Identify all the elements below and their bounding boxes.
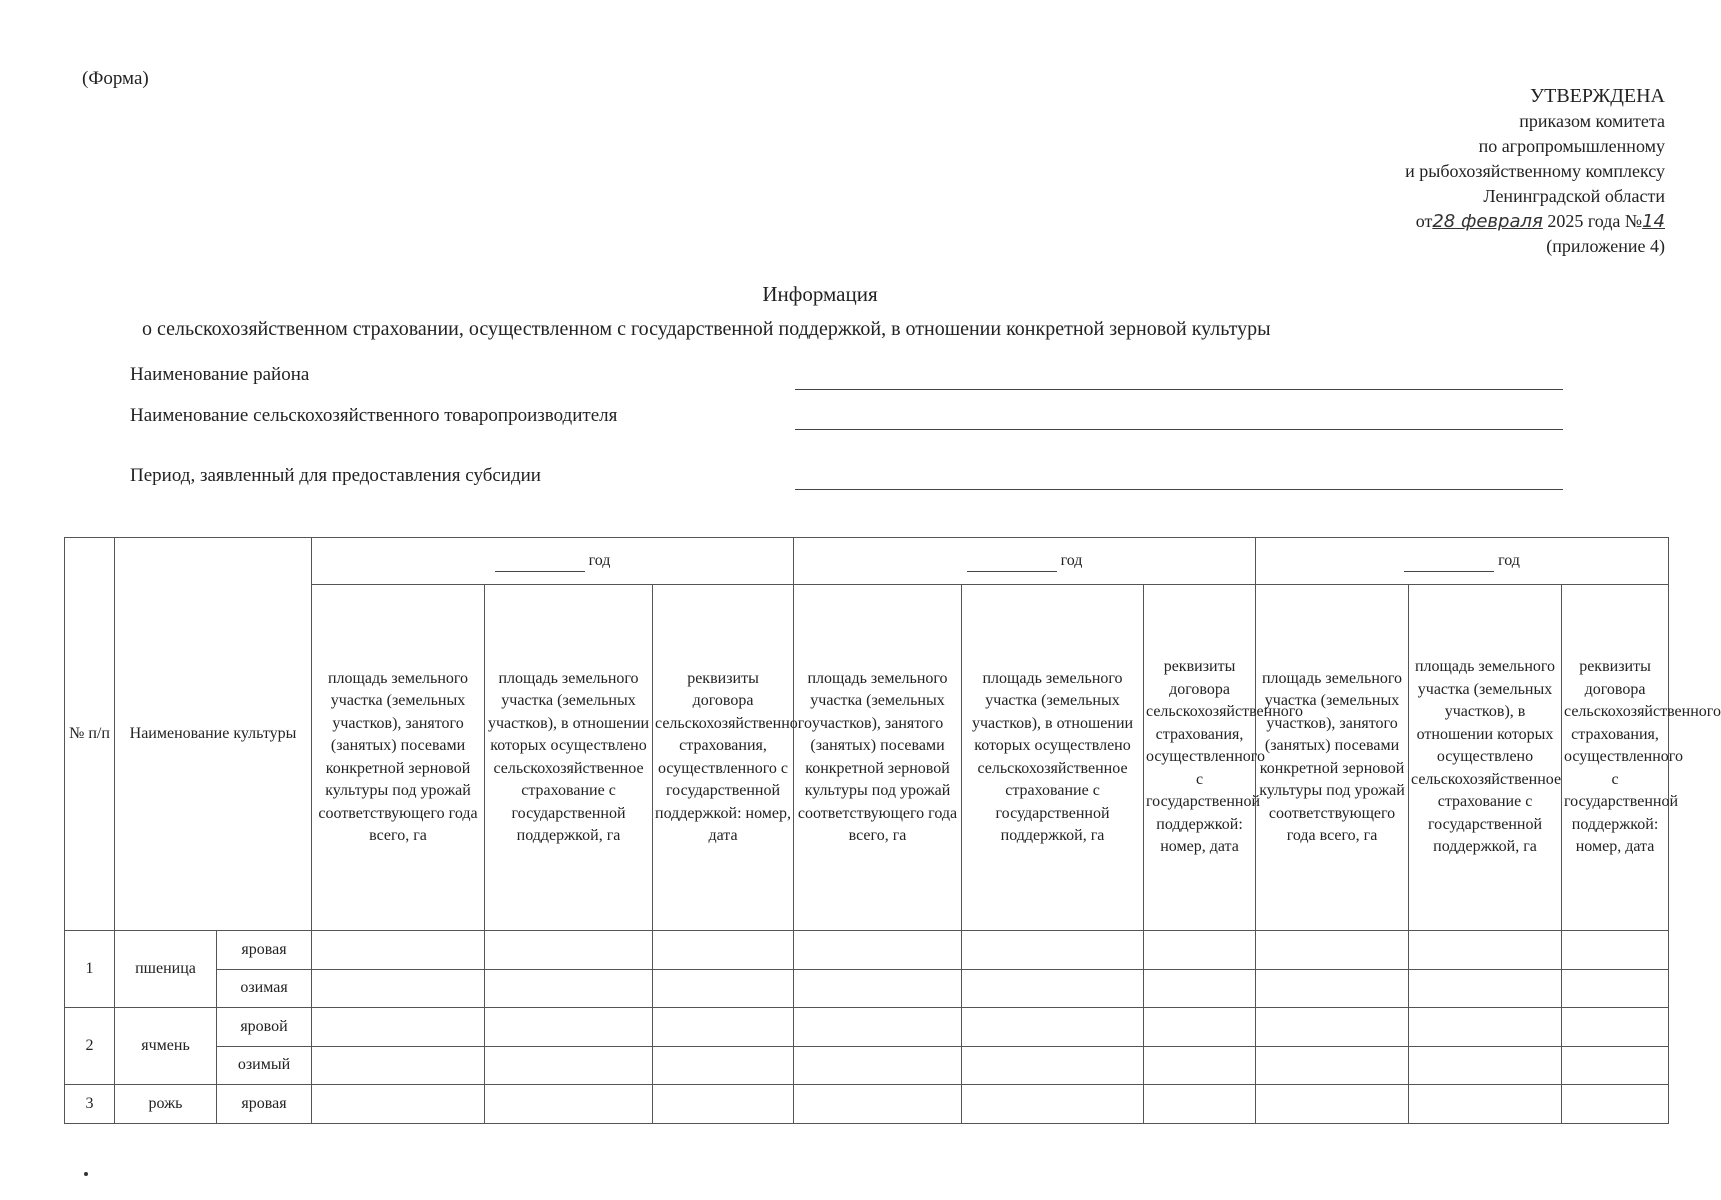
district-label: Наименование района — [130, 364, 310, 385]
document-title: Информация — [762, 282, 878, 306]
data-cell[interactable] — [1562, 969, 1669, 1008]
header-area-insured: площадь земельного участка (земельных участков), в отношении которых осуществлено сельскохозяйственное страхование с государственной поддержкой, га — [1409, 585, 1562, 931]
data-cell[interactable] — [1256, 969, 1409, 1008]
row-num: 2 — [65, 1008, 115, 1085]
data-cell[interactable] — [485, 969, 653, 1008]
header-area-insured: площадь земельного участка (земельных участков), в отношении которых осуществлено сельскохозяйственное страхование с государственной поддержкой, га — [485, 585, 653, 931]
producer-label: Наименование сельскохозяйственного товаропроизводителя — [130, 405, 618, 426]
data-cell[interactable] — [1409, 1085, 1562, 1124]
data-cell[interactable] — [962, 1008, 1144, 1047]
handwritten-date: 28 февраля — [1432, 211, 1543, 232]
table-row — [65, 1008, 1669, 1047]
year-blank[interactable] — [967, 557, 1057, 572]
data-cell[interactable] — [1144, 1085, 1256, 1124]
row-crop: ячмень — [115, 1008, 217, 1085]
data-cell[interactable] — [312, 1008, 485, 1047]
table-row — [65, 931, 1669, 970]
data-cell[interactable] — [962, 969, 1144, 1008]
header-row-years — [65, 538, 1669, 585]
header-area-total: площадь земельного участка (земельных участков), занятого (занятых) посевами конкретной зерновой культуры под урожай соответствующего года всего, га — [794, 585, 962, 931]
scan-speck — [84, 1172, 88, 1176]
header-area-insured: площадь земельного участка (земельных участков), в отношении которых осуществлено сельскохозяйственное страхование с государственной поддержкой, га — [962, 585, 1144, 931]
data-cell[interactable] — [1409, 969, 1562, 1008]
data-cell[interactable] — [485, 931, 653, 970]
data-cell[interactable] — [312, 931, 485, 970]
data-cell[interactable] — [1256, 1046, 1409, 1085]
insurance-table — [64, 537, 1721, 1124]
approval-block — [1245, 84, 1665, 259]
approval-title: УТВЕРЖДЕНА — [1529, 85, 1665, 107]
data-cell[interactable] — [485, 1008, 653, 1047]
approval-line: и рыбохозяйственному комплексу — [1405, 161, 1665, 181]
data-cell[interactable] — [312, 1085, 485, 1124]
data-cell[interactable] — [794, 1046, 962, 1085]
table-row — [65, 1046, 1669, 1085]
year-blank[interactable] — [495, 557, 585, 572]
row-subtype: озимая — [217, 969, 312, 1008]
data-cell[interactable] — [312, 1046, 485, 1085]
data-cell[interactable] — [485, 1085, 653, 1124]
year-text: 2025 года № — [1542, 211, 1643, 231]
producer-input-line[interactable] — [795, 429, 1563, 430]
data-cell[interactable] — [1562, 1008, 1669, 1047]
approval-date-line — [1245, 209, 1665, 234]
row-crop: пшеница — [115, 931, 217, 1008]
approval-line: по агропромышленному — [1478, 136, 1665, 156]
form-label: (Форма) — [82, 68, 149, 89]
handwritten-number: 14 — [1642, 211, 1665, 232]
header-year-2: год — [794, 538, 1256, 585]
period-label: Период, заявленный для предоставления субсидии — [130, 465, 541, 486]
header-contract: реквизиты договора сельскохозяйственного страхования, осуществленного с государственной поддержкой: номер, дата — [1144, 585, 1256, 931]
table-row — [65, 1085, 1669, 1124]
data-cell[interactable] — [1144, 969, 1256, 1008]
header-year-3: год — [1256, 538, 1669, 585]
data-cell[interactable] — [1562, 1085, 1669, 1124]
data-cell[interactable] — [962, 1046, 1144, 1085]
data-cell[interactable] — [962, 1085, 1144, 1124]
header-crop: Наименование культуры — [115, 538, 312, 931]
approval-line: Ленинградской области — [1483, 186, 1665, 206]
period-input-line[interactable] — [795, 489, 1563, 490]
data-cell[interactable] — [1562, 1046, 1669, 1085]
row-subtype: яровой — [217, 1008, 312, 1047]
data-cell[interactable] — [794, 931, 962, 970]
data-cell[interactable] — [485, 1046, 653, 1085]
document-subtitle: о сельскохозяйственном страховании, осуществленном с государственной поддержкой, в отношении конкретной зерновой культуры — [142, 318, 1271, 340]
data-cell[interactable] — [1409, 1046, 1562, 1085]
data-cell[interactable] — [1256, 1085, 1409, 1124]
row-subtype: яровая — [217, 931, 312, 970]
row-crop: рожь — [115, 1085, 217, 1124]
header-contract: реквизиты договора сельскохозяйственного страхования, осуществленного с государственной поддержкой: номер, дата — [653, 585, 794, 931]
year-blank[interactable] — [1404, 557, 1494, 572]
data-cell[interactable] — [794, 1085, 962, 1124]
appendix-label: (приложение 4) — [1546, 236, 1665, 256]
district-input-line[interactable] — [795, 389, 1563, 390]
data-cell[interactable] — [653, 1085, 794, 1124]
header-num: № п/п — [65, 538, 115, 931]
data-cell[interactable] — [312, 969, 485, 1008]
approval-line: приказом комитета — [1519, 111, 1665, 131]
data-cell[interactable] — [1144, 1008, 1256, 1047]
row-subtype: яровая — [217, 1085, 312, 1124]
data-cell[interactable] — [794, 969, 962, 1008]
header-contract: реквизиты договора сельскохозяйственного страхования, осуществленного с государственной поддержкой: номер, дата — [1562, 585, 1669, 931]
data-cell[interactable] — [1562, 931, 1669, 970]
header-area-total: площадь земельного участка (земельных участков), занятого (занятых) посевами конкретной зерновой культуры под урожай соответствующего года всего, га — [1256, 585, 1409, 931]
row-subtype: озимый — [217, 1046, 312, 1085]
data-cell[interactable] — [1409, 931, 1562, 970]
row-num: 3 — [65, 1085, 115, 1124]
data-cell[interactable] — [653, 1008, 794, 1047]
data-cell[interactable] — [1409, 1008, 1562, 1047]
data-cell[interactable] — [1144, 1046, 1256, 1085]
data-cell[interactable] — [653, 1046, 794, 1085]
header-year-1: год — [312, 538, 794, 585]
data-cell[interactable] — [653, 931, 794, 970]
table-row — [65, 969, 1669, 1008]
date-prefix: от — [1415, 211, 1433, 231]
row-num: 1 — [65, 931, 115, 1008]
data-cell[interactable] — [653, 969, 794, 1008]
data-cell[interactable] — [962, 931, 1144, 970]
data-cell[interactable] — [794, 1008, 962, 1047]
header-area-total: площадь земельного участка (земельных участков), занятого (занятых) посевами конкретной зерновой культуры под урожай соответствующего года всего, га — [312, 585, 485, 931]
data-cell[interactable] — [1256, 931, 1409, 970]
data-cell[interactable] — [1256, 1008, 1409, 1047]
data-cell[interactable] — [1144, 931, 1256, 970]
